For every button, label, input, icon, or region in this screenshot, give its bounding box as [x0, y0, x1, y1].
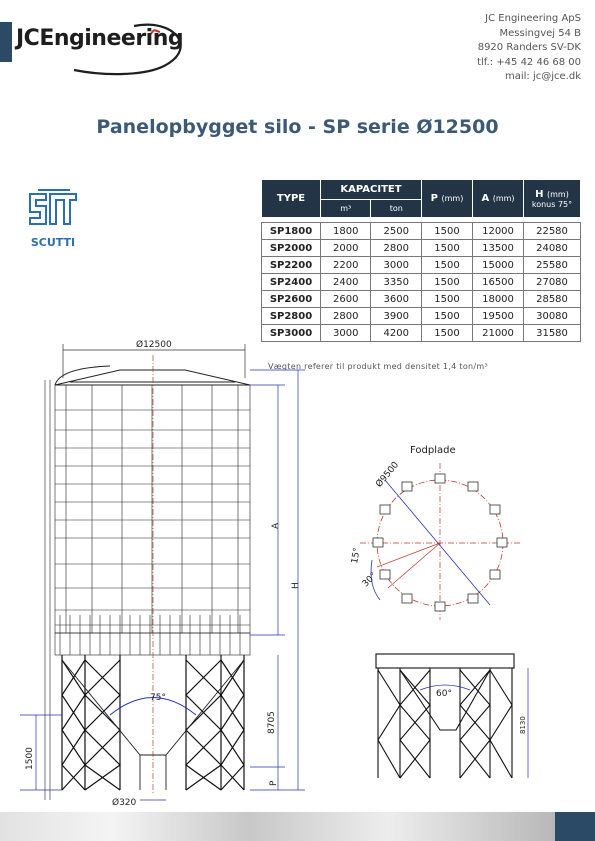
- dim-1500-label: 1500: [25, 747, 35, 770]
- fodplade-angle-15: 15°: [350, 546, 363, 565]
- silo-roof: [55, 366, 250, 385]
- cell-ton: 2500: [371, 223, 422, 240]
- footer-bar: [0, 812, 555, 841]
- cell-p: 1500: [422, 257, 473, 274]
- silo-technical-drawing: [0, 330, 595, 810]
- company-street: Messingvej 54 B: [499, 27, 581, 39]
- cell-a: 21000: [473, 325, 524, 342]
- table-row: [262, 308, 581, 325]
- header-h: H (mm) konus 75°: [524, 180, 581, 218]
- cell-h: 28580: [524, 291, 581, 308]
- company-phone: tlf.: +45 42 46 68 00: [477, 56, 581, 68]
- spec-table: [261, 179, 581, 342]
- support-side-view: [376, 654, 514, 778]
- table-row: [262, 257, 581, 274]
- cell-ton: 4200: [371, 325, 422, 342]
- cone-angle-label: 75°: [150, 693, 166, 703]
- header-a: A (mm): [473, 180, 524, 218]
- header-kapacitet: KAPACITET: [321, 180, 422, 200]
- company-city: 8920 Randers SV-DK: [477, 42, 581, 53]
- cell-a: 12000: [473, 223, 524, 240]
- cell-m3: 1800: [321, 223, 371, 240]
- page-title: Panelopbygget silo - SP serie Ø12500: [96, 116, 499, 138]
- cell-type: SP2000: [262, 240, 321, 257]
- density-note: Vægten referer til produkt med densitet 1,4 ton/m³: [268, 362, 488, 371]
- cell-type: SP2800: [262, 308, 321, 325]
- logo-text: JCEngineering: [16, 26, 184, 51]
- cell-h: 25580: [524, 257, 581, 274]
- dim-p-label: P: [269, 780, 279, 786]
- header-m3: m³: [321, 200, 371, 218]
- footer-accent: [555, 812, 595, 841]
- cell-type: SP2200: [262, 257, 321, 274]
- fodplade-diameter-label: Ø9500: [374, 460, 402, 490]
- height-dimensions: [20, 370, 305, 800]
- cell-h: 31580: [524, 325, 581, 342]
- table-row: [262, 291, 581, 308]
- cell-h: 22580: [524, 223, 581, 240]
- cell-p: 1500: [422, 223, 473, 240]
- fodplade-angle-30: 30°: [360, 571, 380, 590]
- cell-type: SP3000: [262, 325, 321, 342]
- cell-a: 15000: [473, 257, 524, 274]
- cell-type: SP1800: [262, 223, 321, 240]
- cell-h: 24080: [524, 240, 581, 257]
- silo-ladder: [45, 380, 50, 800]
- silo-body: [55, 385, 250, 655]
- cell-m3: 2400: [321, 274, 371, 291]
- cell-a: 19500: [473, 308, 524, 325]
- cell-a: 18000: [473, 291, 524, 308]
- cell-a: 16500: [473, 274, 524, 291]
- table-row: [262, 240, 581, 257]
- dim-320-label: Ø320: [112, 798, 137, 808]
- company-mail: mail: jc@jce.dk: [505, 71, 581, 82]
- dim-a-label: A: [271, 522, 281, 529]
- table-row: [262, 223, 581, 240]
- diameter-label: Ø12500: [136, 340, 172, 350]
- company-name: JC Engineering ApS: [485, 13, 581, 24]
- fodplade-title: Fodplade: [410, 445, 456, 456]
- cell-ton: 3600: [371, 291, 422, 308]
- cell-m3: 3000: [321, 325, 371, 342]
- header-type: TYPE: [262, 180, 321, 218]
- cell-h: 27080: [524, 274, 581, 291]
- cell-a: 13500: [473, 240, 524, 257]
- cell-p: 1500: [422, 325, 473, 342]
- cell-type: SP2400: [262, 274, 321, 291]
- header-p: P (mm): [422, 180, 473, 218]
- table-row: [262, 274, 581, 291]
- cell-h: 30080: [524, 308, 581, 325]
- side-angle-label: 60°: [436, 689, 452, 699]
- cell-m3: 2600: [321, 291, 371, 308]
- cell-p: 1500: [422, 240, 473, 257]
- dim-h-label: H: [291, 582, 301, 589]
- cell-ton: 2800: [371, 240, 422, 257]
- cell-m3: 2200: [321, 257, 371, 274]
- company-address: [477, 12, 581, 85]
- cell-ton: 3900: [371, 308, 422, 325]
- cell-m3: 2800: [321, 308, 371, 325]
- cell-m3: 2000: [321, 240, 371, 257]
- scutti-label: SCUTTI: [30, 236, 76, 249]
- cell-p: 1500: [422, 308, 473, 325]
- header-accent-bar: [0, 22, 12, 62]
- side-height-label: 8130: [519, 716, 527, 734]
- header-ton: ton: [371, 200, 422, 218]
- dim-8705-label: 8705: [267, 711, 277, 734]
- cell-p: 1500: [422, 291, 473, 308]
- cell-p: 1500: [422, 274, 473, 291]
- cell-type: SP2600: [262, 291, 321, 308]
- cell-ton: 3350: [371, 274, 422, 291]
- cell-ton: 3000: [371, 257, 422, 274]
